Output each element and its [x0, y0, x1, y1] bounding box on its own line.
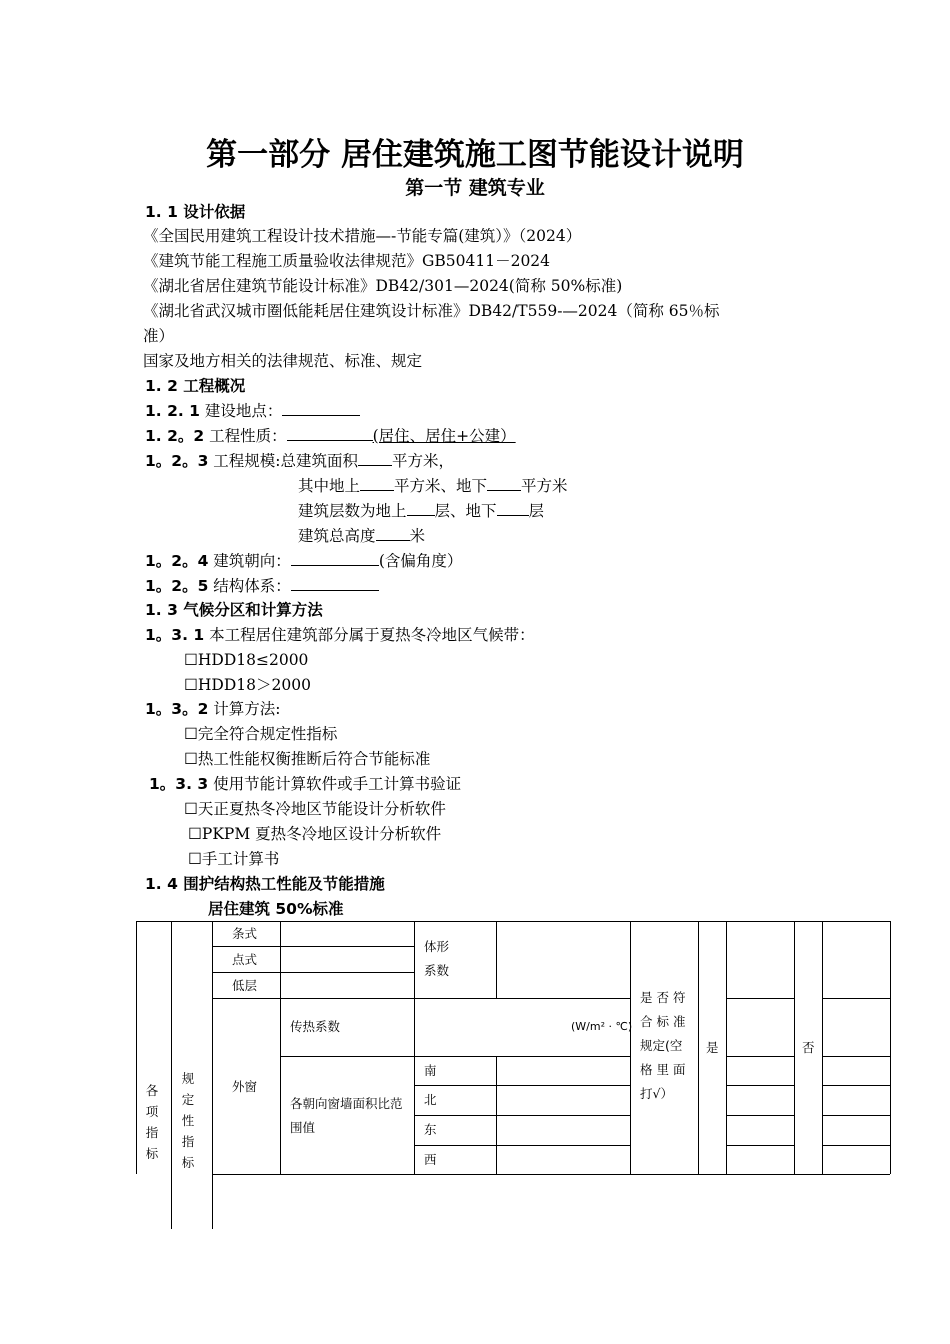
item-1-2-2 — [145, 426, 516, 446]
col-line — [136, 921, 137, 1174]
heat-transfer-label: 传热系数 — [290, 1019, 341, 1034]
row-line — [726, 1145, 794, 1146]
col-line — [822, 921, 823, 1174]
unit-label: (W/m² · ℃) — [571, 1020, 633, 1033]
row-line — [212, 998, 630, 999]
blank-field[interactable] — [487, 476, 521, 491]
dir-east: 东 — [424, 1122, 437, 1137]
row-line — [212, 946, 414, 947]
text: 米 — [409, 527, 426, 545]
blank-field[interactable] — [282, 401, 360, 416]
row-line — [726, 998, 794, 999]
ref-4: 《湖北省武汉城市圈低能耗居住建筑设计标准》DB42/T559-—2024（简称 65％标 — [143, 302, 720, 320]
item-1-2-3 — [145, 451, 454, 471]
item-number: 1。3. 3 — [149, 775, 209, 793]
window-wall-ratio-label: 各朝向窗墙面积比范围值 — [290, 1096, 403, 1135]
heading-1-4: 1. 4 围护结构热工性能及节能措施 — [145, 875, 385, 893]
item-number: 1. 2. 1 — [145, 402, 200, 420]
item-label: 计算方法: — [213, 700, 281, 718]
table-caption: 居住建筑 50%标准 — [208, 900, 344, 918]
type-point: 点式 — [232, 952, 258, 967]
ref-1: 《全国民用建筑工程设计技术措施—-节能专篇(建筑）》（2024） — [143, 227, 582, 245]
checkbox-pkpm[interactable]: ☐PKPM 夏热冬冷地区设计分析软件 — [188, 825, 442, 843]
item-number: 1。2。4 — [145, 552, 209, 570]
checkbox-tradeoff[interactable]: ☐热工性能权衡推断后符合节能标准 — [184, 750, 431, 768]
item-number: 1。2。5 — [145, 577, 209, 595]
ref-4-cont: 准） — [143, 327, 175, 345]
blank-field[interactable] — [358, 451, 392, 466]
item-1-2-3-line4 — [298, 526, 425, 546]
section-subtitle: 第一节 建筑专业 — [405, 177, 545, 199]
item-number: 1。3。2 — [145, 700, 209, 718]
row-line — [414, 1115, 630, 1116]
blank-field[interactable] — [376, 526, 410, 541]
text: 层 — [528, 502, 545, 520]
yes-label: 是 — [706, 1040, 719, 1055]
checkbox-hdd-gt[interactable]: ☐HDD18＞2000 — [184, 676, 311, 694]
item-label: 工程规模:总建筑面积 — [213, 452, 359, 470]
col-line — [212, 921, 213, 1229]
item-suffix: (居住、居住+公建） — [372, 427, 516, 445]
item-1-2-4 — [145, 551, 462, 571]
col-line — [496, 1056, 497, 1174]
row-line — [726, 1115, 794, 1116]
checkbox-manual[interactable]: ☐手工计算书 — [188, 850, 280, 868]
text: 层、地下 — [434, 502, 497, 520]
window-label: 外窗 — [232, 1079, 258, 1094]
col-line — [496, 921, 497, 998]
row-line — [822, 1145, 890, 1146]
row-line — [822, 1115, 890, 1116]
col-line — [171, 921, 172, 1229]
blank-field[interactable] — [291, 576, 379, 591]
item-number: 1。3. 1 — [145, 626, 205, 644]
text: 建筑总高度 — [298, 527, 376, 545]
item-number: 1. 2。2 — [145, 427, 205, 445]
col-line — [698, 921, 699, 1174]
row-line — [414, 1145, 630, 1146]
col-line — [890, 921, 891, 1174]
col-line — [630, 921, 631, 1174]
item-label: 建设地点： — [204, 402, 283, 420]
blank-field[interactable] — [360, 476, 394, 491]
dir-south: 南 — [424, 1063, 437, 1078]
shape-coefficient-label: 体形 系数 — [424, 939, 450, 978]
text: 平方米、地下 — [394, 477, 488, 495]
heading-1-3: 1. 3 气候分区和计算方法 — [145, 601, 323, 619]
text: 其中地上 — [298, 477, 361, 495]
col-line — [280, 921, 281, 998]
type-strip: 条式 — [232, 926, 258, 941]
type-low: 低层 — [232, 978, 258, 993]
item-1-2-3-line2 — [298, 476, 568, 496]
row-line — [726, 1056, 794, 1057]
item-label: 工程性质： — [209, 427, 287, 445]
page-title: 第一部分 居住建筑施工图节能设计说明 — [206, 137, 744, 173]
item-label: 本工程居住建筑部分属于夏热冬冷地区气候带： — [209, 626, 535, 644]
row-line — [212, 1174, 890, 1175]
text: 平方米 — [521, 477, 568, 495]
heading-1-2: 1. 2 工程概况 — [145, 377, 246, 395]
row-line — [414, 1085, 630, 1086]
item-1-3-3 — [149, 774, 461, 794]
col-line — [726, 921, 727, 1174]
dir-north: 北 — [424, 1092, 437, 1107]
col-line — [794, 921, 795, 1174]
row-line — [726, 1085, 794, 1086]
item-suffix: (含偏角度） — [378, 552, 463, 570]
row-line — [822, 1085, 890, 1086]
row-line — [212, 972, 414, 973]
checkbox-hdd-le[interactable]: ☐HDD18≤2000 — [184, 651, 309, 669]
no-label: 否 — [802, 1040, 815, 1055]
col-spec-label: 规定性指标 — [181, 1071, 195, 1170]
blank-field[interactable] — [407, 501, 435, 516]
text: 建筑层数为地上 — [298, 502, 407, 520]
ref-3: 《湖北省居住建筑节能设计标准》DB42/301—2024(简称 50%标准) — [143, 277, 623, 295]
row-line — [280, 1056, 630, 1057]
ref-5: 国家及地方相关的法律规范、标准、规定 — [143, 352, 423, 370]
row-line — [822, 998, 890, 999]
checkbox-tangent[interactable]: ☐天正夏热冬冷地区节能设计分析软件 — [184, 800, 446, 818]
item-1-3-1 — [145, 625, 535, 645]
blank-field[interactable] — [291, 551, 379, 566]
ref-2: 《建筑节能工程施工质量验收法律规范》GB50411－2024 — [143, 252, 551, 270]
item-1-2-5 — [145, 576, 379, 596]
item-1-3-2 — [145, 699, 281, 719]
item-label: 建筑朝向： — [213, 552, 291, 570]
col-line — [280, 998, 281, 1174]
dir-west: 西 — [424, 1152, 437, 1167]
item-label: 结构体系： — [213, 577, 291, 595]
item-number: 1。2。3 — [145, 452, 209, 470]
checkbox-prescriptive[interactable]: ☐完全符合规定性指标 — [184, 725, 338, 743]
unit-text: 平方米， — [392, 452, 455, 470]
col-items-label: 各项指标 — [145, 1083, 159, 1161]
blank-field[interactable] — [497, 501, 529, 516]
heading-1-1: 1. 1 设计依据 — [145, 203, 246, 221]
row-line — [822, 1056, 890, 1057]
item-1-2-3-line3 — [298, 501, 544, 521]
item-label: 使用节能计算软件或手工计算书验证 — [213, 775, 462, 793]
col-line — [414, 921, 415, 1174]
blank-field[interactable] — [287, 426, 373, 441]
compliance-label: 是 否 符 合 标 准 规定(空 格 里 面 打√） — [640, 990, 686, 1101]
item-1-2-1 — [145, 401, 360, 421]
